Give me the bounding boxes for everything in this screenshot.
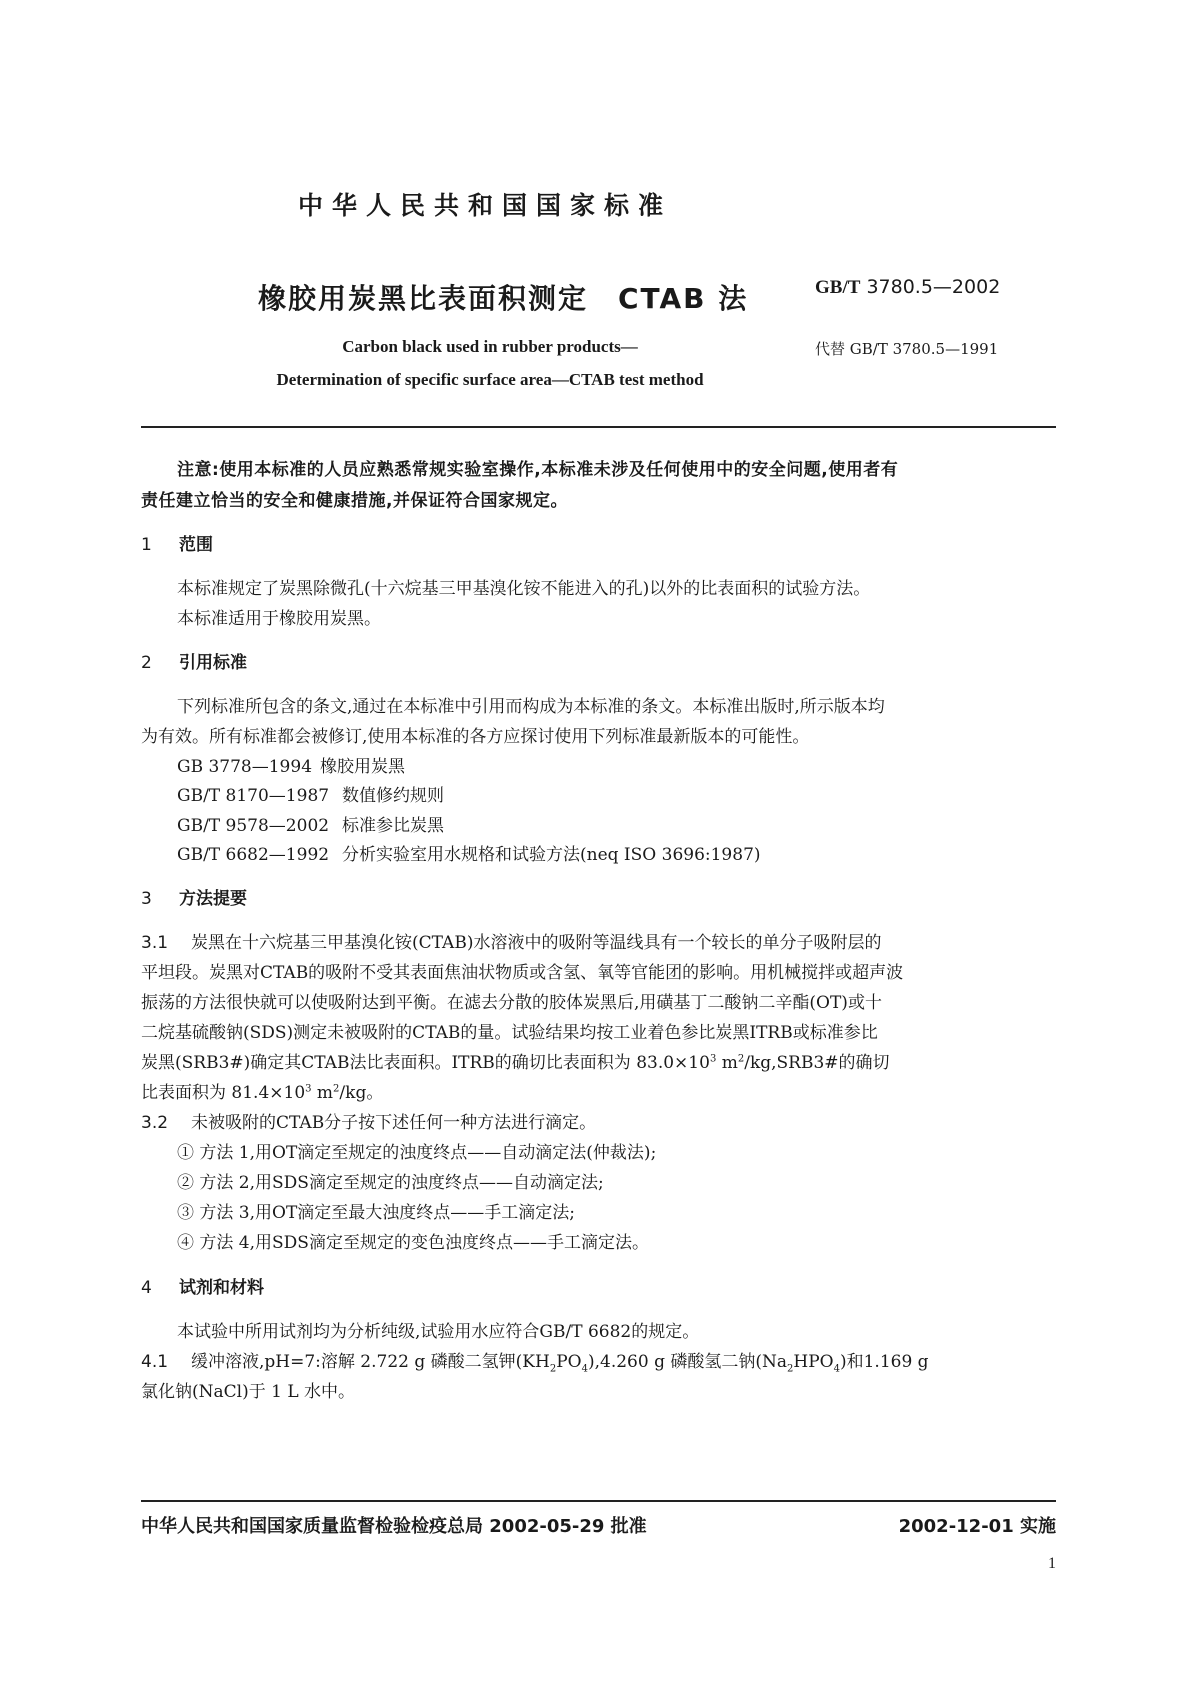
footer-divider [141,1500,1056,1502]
safety-note-line1: 注意:使用本标准的人员应熟悉常规实验室操作,本标准未涉及任何使用中的安全问题,使用者有 [177,460,899,480]
replaces-standard: 代替 GB/T 3780.5—1991 [815,340,999,358]
reagents-intro: 本试验中所用试剂均为分析纯级,试验用水应符合GB/T 6682的规定。 [177,1322,700,1342]
reference-item [177,811,444,836]
standard-code [815,276,1000,299]
section-title: 试剂和材料 [179,1278,264,1298]
clause-number: 3.2 [141,1113,169,1133]
clause-3-1-line2: 平坦段。炭黑对CTAB的吸附不受其表面焦油状物质或含氢、氧等官能团的影响。用机械搅拌或超声波 [141,963,904,983]
method-item: ④ 方法 4,用SDS滴定至规定的变色浊度终点——手工滴定法。 [177,1233,649,1253]
text-run: m [311,1083,334,1103]
document-title-en-line1: Carbon black used in rubber products— [342,337,638,356]
scope-paragraph-2: 本标准适用于橡胶用炭黑。 [177,609,381,629]
section-title: 引用标准 [179,653,247,673]
superscript: 3 [709,1053,717,1065]
header-divider [141,426,1056,428]
subscript: 2 [549,1363,557,1375]
text-run: )和1.169 g [839,1352,929,1372]
section-heading-3 [141,884,247,909]
reference-code: GB/T 9578—2002 [177,816,330,836]
text-run: /kg,SRB3#的确切 [744,1053,890,1073]
standard-code-number: 3780.5—2002 [860,276,1001,298]
standard-code-prefix: GB/T [815,277,861,298]
clause-3-1-line3: 振荡的方法很快就可以使吸附达到平衡。在滤去分散的胶体炭黑后,用磺基丁二酸钠二辛酯(OT)或十 [141,993,882,1013]
text-run: /kg。 [339,1083,384,1103]
clause-3-1-line1 [141,928,881,953]
method-item: ③ 方法 3,用OT滴定至最大浊度终点——手工滴定法; [177,1203,576,1223]
document-title-zh: 橡胶用炭黑比表面积测定 CTAB 法 [258,282,749,315]
references-intro-line1: 下列标准所包含的条文,通过在本标准中引用而构成为本标准的条文。本标准出版时,所示版本均 [177,697,885,717]
clause-text: 炭黑在十六烷基三甲基溴化铵(CTAB)水溶液中的吸附等温线具有一个较长的单分子吸附层的 [191,933,882,953]
reference-code: GB/T 6682—1992 [177,845,330,865]
section-number: 4 [141,1278,152,1298]
approval-statement: 中华人民共和国国家质量监督检验检疫总局 2002-05-29 批准 [141,1516,647,1537]
section-heading-4 [141,1273,264,1298]
clause-text: 未被吸附的CTAB分子按下述任何一种方法进行滴定。 [191,1113,597,1133]
page-number: 1 [1048,1555,1056,1572]
clause-3-1-line5 [141,1048,890,1073]
reference-title: 分析实验室用水规格和试验方法(neq ISO 3696:1987) [342,845,761,865]
implementation-date: 2002-12-01 实施 [898,1516,1056,1537]
reference-item [177,781,444,806]
text-run: 比表面积为 81.4×10 [141,1083,306,1103]
reference-title: 标准参比炭黑 [342,816,444,836]
section-title: 范围 [179,535,213,555]
clause-3-1-line4: 二烷基硫酸钠(SDS)测定未被吸附的CTAB的量。试验结果均按工业着色参比炭黑ITRB或标准参比 [141,1023,878,1043]
document-title-en-line2: Determination of specific surface area—CTAB test method [276,370,704,389]
subscript: 4 [581,1363,588,1375]
section-heading-1 [141,530,213,555]
reference-item [177,752,405,777]
superscript: 3 [305,1083,312,1095]
text-run: 炭黑(SRB3#)确定其CTAB法比表面积。ITRB的确切比表面积为 83.0×10 [141,1053,710,1073]
reference-code: GB/T 8170—1987 [177,786,330,806]
reference-code: GB 3778—1994 [177,757,313,777]
text-run: HPO [793,1352,834,1372]
clause-3-1-line6 [141,1078,383,1103]
clause-3-2 [141,1108,596,1133]
reference-item [177,840,761,865]
section-number: 2 [141,653,152,673]
clause-number: 3.1 [141,933,169,953]
superscript: 2 [737,1053,745,1065]
text-run: PO [556,1352,582,1372]
clause-number: 4.1 [141,1352,169,1372]
section-number: 3 [141,889,152,909]
method-item: ② 方法 2,用SDS滴定至规定的浊度终点——自动滴定法; [177,1173,604,1193]
reference-title: 数值修约规则 [342,786,444,806]
scope-paragraph-1: 本标准规定了炭黑除微孔(十六烷基三甲基溴化铵不能进入的孔)以外的比表面积的试验方法。 [177,579,871,599]
text-run: 缓冲溶液,pH=7:溶解 2.722 g 磷酸二氢钾(KH [191,1352,550,1372]
text-run: m [716,1053,738,1073]
national-standard-heading: 中华人民共和国国家标准 [297,191,672,220]
section-title: 方法提要 [179,889,247,909]
section-heading-2 [141,648,247,673]
superscript: 2 [333,1083,340,1095]
text-run: ),4.260 g 磷酸氢二钠(Na [587,1352,788,1372]
method-item: ① 方法 1,用OT滴定至规定的浊度终点——自动滴定法(仲裁法); [177,1143,657,1163]
safety-note-line2: 责任建立恰当的安全和健康措施,并保证符合国家规定。 [141,491,568,511]
clause-4-1-line2: 氯化钠(NaCl)于 1 L 水中。 [141,1382,356,1402]
section-number: 1 [141,535,152,555]
clause-4-1-line1 [141,1347,929,1375]
reference-title: 橡胶用炭黑 [320,757,405,777]
references-intro-line2: 为有效。所有标准都会被修订,使用本标准的各方应探讨使用下列标准最新版本的可能性。 [141,727,810,747]
subscript: 2 [787,1363,794,1375]
subscript: 4 [833,1363,840,1375]
